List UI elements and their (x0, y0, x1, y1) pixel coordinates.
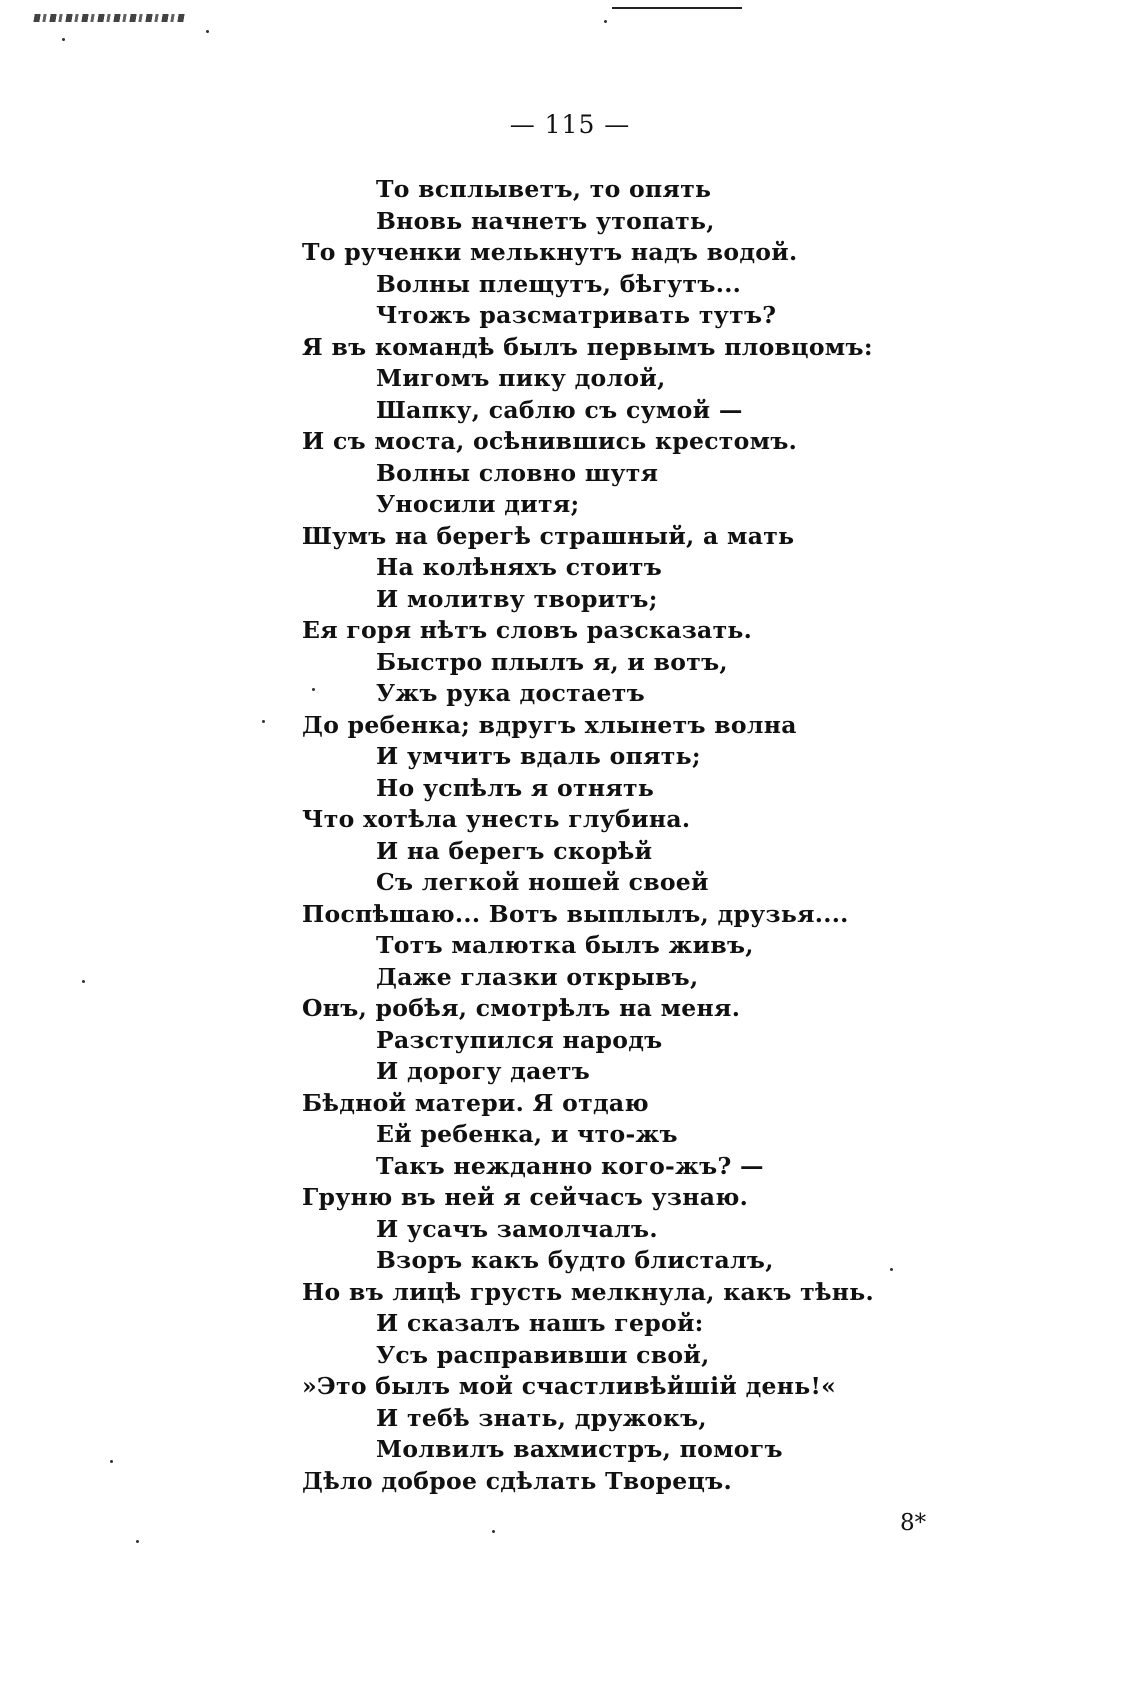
poem-line: Ей ребенка, и что-жъ (376, 1120, 678, 1148)
poem-line: И умчитъ вдаль опять; (376, 742, 701, 770)
poem-line: Но успѣлъ я отнять (376, 773, 655, 802)
poem-line: Груню въ ней я сейчасъ узнаю. (302, 1183, 749, 1211)
poem-line: Шапку, саблю съ сумой — (376, 395, 743, 424)
poem-line: Мигомъ пику долой, (376, 364, 666, 392)
page-number: — 115 — (509, 110, 631, 139)
poem-line: Волны плещутъ, бѣгутъ... (376, 269, 742, 298)
poem-line: Взоръ какъ будто блисталъ, (376, 1246, 774, 1274)
scan-speck (136, 1540, 139, 1543)
poem-line: Поспѣшаю... Вотъ выплылъ, друзья.... (302, 899, 849, 928)
poem-line: Но въ лицѣ грусть мелкнула, какъ тѣнь. (302, 1277, 875, 1306)
poem-line: То рученки мелькнутъ надъ водой. (302, 238, 798, 266)
poem-line: И усачъ замолчалъ. (376, 1214, 658, 1243)
scan-smudge (33, 14, 184, 22)
poem-line: И съ моста, осѣнившись крестомъ. (302, 427, 798, 455)
poem-line: Онъ, робѣя, смотрѣлъ на меня. (302, 994, 741, 1022)
poem-line: Уносили дитя; (376, 490, 580, 518)
poem-line: И сказалъ нашъ герой: (376, 1309, 704, 1337)
poem-text (0, 174, 1140, 1497)
poem-line: Тотъ малютка былъ живъ, (376, 931, 754, 959)
poem-line: Съ легкой ношей своей (376, 868, 709, 896)
poem-line: Шумъ на берегѣ страшный, а мать (302, 521, 795, 550)
poem-line: И на берегъ скорѣй (376, 836, 653, 865)
scan-speck (62, 38, 65, 41)
poem-line: То всплыветъ, то опять (376, 175, 712, 203)
poem-line: Волны словно шутя (376, 458, 659, 487)
poem-line: Такъ нежданно кого-жъ? — (376, 1151, 764, 1180)
poem-line: Молвилъ вахмистръ, помогъ (376, 1435, 783, 1463)
poem-line: Я въ командѣ былъ первымъ пловцомъ: (302, 332, 873, 361)
poem-line: Ея горя нѣтъ словъ разсказать. (302, 616, 753, 644)
poem-line: Что хотѣла унесть глубина. (302, 805, 691, 833)
poem-line: Дѣло доброе сдѣлать Творецъ. (302, 1466, 732, 1495)
poem-line: И дорогу даетъ (376, 1057, 591, 1085)
poem-line: Бѣдной матери. Я отдаю (302, 1088, 649, 1117)
poem-line: Усъ расправивши свой, (376, 1340, 710, 1369)
poem-line: Быстро плылъ я, и вотъ, (376, 647, 728, 676)
poem-line: На колѣняхъ стоитъ (376, 553, 663, 581)
poem-line: Разступился народъ (376, 1025, 663, 1054)
poem-line: Вновь начнетъ утопать, (376, 206, 715, 235)
poem-line: И молитву творитъ; (376, 584, 658, 613)
signature-mark: 8* (900, 1510, 927, 1536)
poem-line: До ребенка; вдругъ хлынетъ волна (302, 710, 797, 739)
poem-line: И тебѣ знать, дружокъ, (376, 1403, 707, 1432)
top-rule (612, 7, 742, 9)
scan-speck (492, 1530, 495, 1533)
poem-line: Ужъ рука достаетъ (376, 679, 645, 707)
poem-line: Чтожъ разсматривать тутъ? (376, 301, 777, 329)
scan-speck (604, 20, 607, 23)
scan-speck (206, 30, 209, 33)
poem-line: Даже глазки открывъ, (376, 962, 699, 991)
poem-line: »Это былъ мой счастливѣйшій день!« (302, 1372, 837, 1400)
